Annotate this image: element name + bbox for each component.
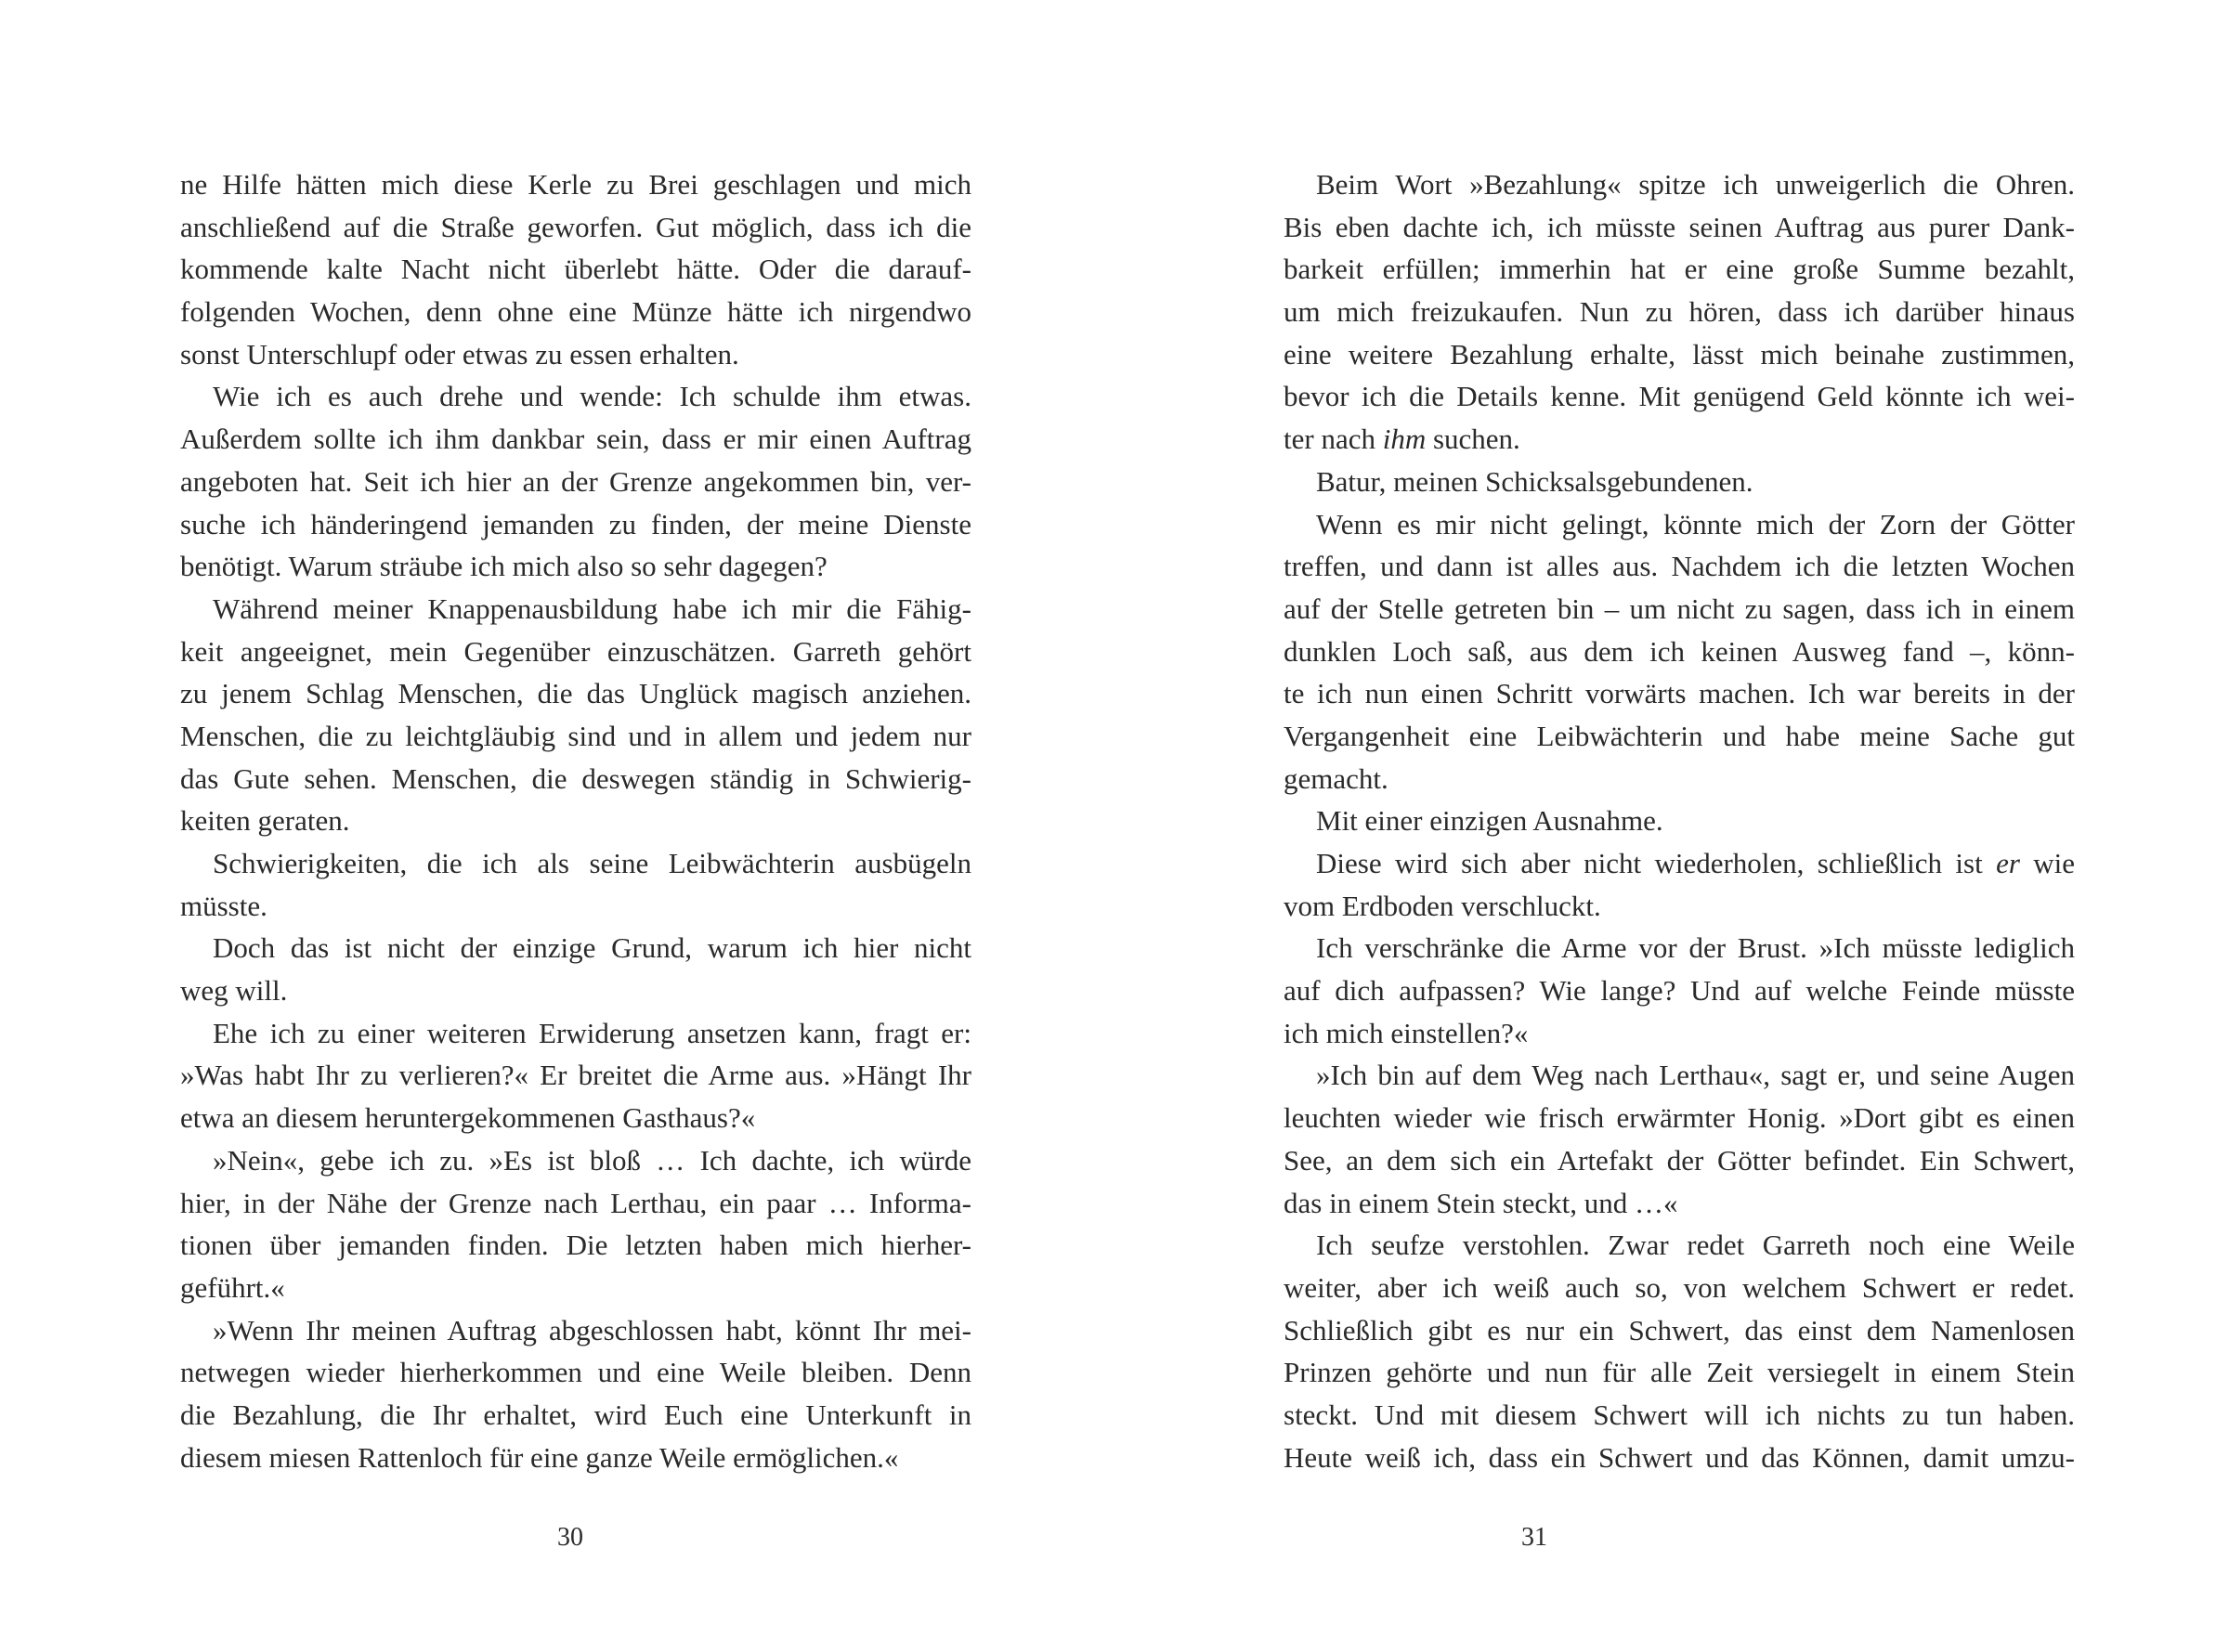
text-line: keit angeeignet, mein Gegenüber einzuschätzen. Garreth gehört	[180, 634, 971, 668]
text-line: Ich verschränke die Arme vor der Brust. »Ich müsste lediglich	[1316, 931, 2075, 965]
text-line: tionen über jemanden finden. Die letzten haben mich hierher-	[180, 1229, 971, 1262]
right-page-number: 31	[1521, 1523, 1547, 1552]
text-line: Mit einer einzigen Ausnahme.	[1316, 804, 1663, 838]
text-line: sonst Unterschlupf oder etwas zu essen erhalten.	[180, 337, 739, 371]
text-line: bevor ich die Details kenne. Mit genügend Geld könnte ich wei-	[1284, 380, 2075, 413]
text-line: ter nach ihm suchen.	[1284, 423, 1520, 456]
text-line: geführt.«	[180, 1270, 285, 1304]
text-line: leuchten wieder wie frisch erwärmter Honig. »Dort gibt es einen	[1284, 1101, 2075, 1135]
text-line: benötigt. Warum sträube ich mich also so sehr dagegen?	[180, 550, 828, 583]
text-line: Schwierigkeiten, die ich als seine Leibwächterin ausbügeln	[213, 847, 971, 879]
text-line: Während meiner Knappenausbildung habe ich mir die Fähig-	[213, 592, 971, 625]
text-line: te ich nun einen Schritt vorwärts machen. Ich war bereits in der	[1284, 677, 2075, 710]
text-line: auf dich aufpassen? Wie lange? Und auf welche Feinde müsste	[1284, 974, 2075, 1008]
text-line: weg will.	[180, 974, 288, 1008]
text-line: Ehe ich zu einer weiteren Erwiderung ansetzen kann, fragt er:	[213, 1016, 971, 1049]
text-line: suche ich händeringend jemanden zu finden, der meine Dienste	[180, 507, 971, 540]
text-line: »Ich bin auf dem Weg nach Lerthau«, sagt er, und seine Augen	[1316, 1059, 2075, 1092]
text-line: gemacht.	[1284, 761, 1388, 795]
text-line: ne Hilfe hätten mich diese Kerle zu Brei geschlagen und mich	[180, 168, 971, 201]
text-line: Beim Wort »Bezahlung« spitze ich unweigerlich die Ohren.	[1316, 168, 2075, 201]
text-line: ich mich einstellen?«	[1284, 1016, 1529, 1049]
left-page-text	[180, 163, 971, 1478]
text-line: anschließend auf die Straße geworfen. Gut möglich, dass ich die	[180, 210, 971, 243]
right-page-text	[1284, 163, 2075, 1478]
text-line: Schließlich gibt es nur ein Schwert, das einst dem Namenlosen	[1284, 1313, 2075, 1346]
text-line: kommende kalte Nacht nicht überlebt hätte. Oder die darauf-	[180, 253, 971, 286]
text-line: diesem miesen Rattenloch für eine ganze Weile ermöglichen.«	[180, 1440, 899, 1474]
left-page	[0, 0, 1114, 1652]
text-line: dunklen Loch saß, aus dem ich keinen Ausweg fand –, könn-	[1284, 634, 2075, 668]
text-line: barkeit erfüllen; immerhin hat er eine große Summe bezahlt,	[1284, 253, 2075, 286]
text-line: eine weitere Bezahlung erhalte, lässt mich beinahe zustimmen,	[1284, 337, 2075, 371]
text-line: müsste.	[180, 889, 267, 922]
text-line: Außerdem sollte ich ihm dankbar sein, dass er mir einen Auftrag	[180, 423, 971, 456]
text-line: die Bezahlung, die Ihr erhaltet, wird Euch eine Unterkunft in	[180, 1398, 971, 1431]
text-line: keiten geraten.	[180, 804, 350, 838]
text-line: Ich seufze verstohlen. Zwar redet Garreth noch eine Weile	[1316, 1229, 2075, 1262]
text-line: angeboten hat. Seit ich hier an der Grenze angekommen bin, ver-	[180, 464, 971, 498]
text-line: vom Erdboden verschluckt.	[1284, 889, 1601, 922]
text-line: etwa an diesem heruntergekommenen Gasthaus?«	[180, 1101, 756, 1135]
text-line: »Nein«, gebe ich zu. »Es ist bloß … Ich dachte, ich würde	[213, 1143, 971, 1177]
text-line: Prinzen gehörte und nun für alle Zeit versiegelt in einem Stein	[1284, 1356, 2075, 1389]
text-line: das Gute sehen. Menschen, die deswegen ständig in Schwierig-	[180, 761, 971, 795]
text-line: treffen, und dann ist alles aus. Nachdem ich die letzten Wochen	[1284, 550, 2075, 583]
text-line: folgenden Wochen, denn ohne eine Münze hätte ich nirgendwo	[180, 295, 971, 329]
text-line: zu jenem Schlag Menschen, die das Unglück magisch anziehen.	[180, 677, 971, 710]
text-line: »Was habt Ihr zu verlieren?« Er breitet die Arme aus. »Hängt Ihr	[180, 1059, 971, 1092]
right-page	[1114, 0, 2229, 1652]
text-line: Wenn es mir nicht gelingt, könnte mich der Zorn der Götter	[1316, 507, 2075, 540]
text-line: Heute weiß ich, dass ein Schwert und das Können, damit umzu-	[1284, 1440, 2075, 1474]
text-line: weiter, aber ich weiß auch so, von welchem Schwert er redet.	[1284, 1270, 2075, 1304]
text-line: das in einem Stein steckt, und …«	[1284, 1186, 1678, 1219]
text-line: steckt. Und mit diesem Schwert will ich nichts zu tun haben.	[1284, 1398, 2075, 1431]
text-line: auf der Stelle getreten bin – um nicht zu sagen, dass ich in einem	[1284, 592, 2075, 625]
text-line: hier, in der Nähe der Grenze nach Lerthau, ein paar … Informa-	[180, 1186, 971, 1219]
left-page-number: 30	[557, 1523, 583, 1552]
text-line: Menschen, die zu leichtgläubig sind und in allem und jedem nur	[180, 719, 971, 752]
text-line: See, an dem sich ein Artefakt der Götter befindet. Ein Schwert,	[1284, 1143, 2075, 1177]
text-line: Batur, meinen Schicksalsgebundenen.	[1316, 464, 1753, 498]
text-line: um mich freizukaufen. Nun zu hören, dass ich darüber hinaus	[1284, 295, 2075, 329]
text-line: Wie ich es auch drehe und wende: Ich schulde ihm etwas.	[213, 380, 971, 413]
text-line: Vergangenheit eine Leibwächterin und habe meine Sache gut	[1284, 719, 2075, 752]
text-line: »Wenn Ihr meinen Auftrag abgeschlossen habt, könnt Ihr mei-	[213, 1313, 971, 1346]
text-line: Diese wird sich aber nicht wiederholen, schließlich ist er wie	[1316, 847, 2076, 879]
text-line: netwegen wieder hierherkommen und eine Weile bleiben. Denn	[180, 1356, 971, 1389]
text-line: Doch das ist nicht der einzige Grund, warum ich hier nicht	[213, 931, 971, 965]
text-line: Bis eben dachte ich, ich müsste seinen Auftrag aus purer Dank-	[1284, 210, 2075, 243]
